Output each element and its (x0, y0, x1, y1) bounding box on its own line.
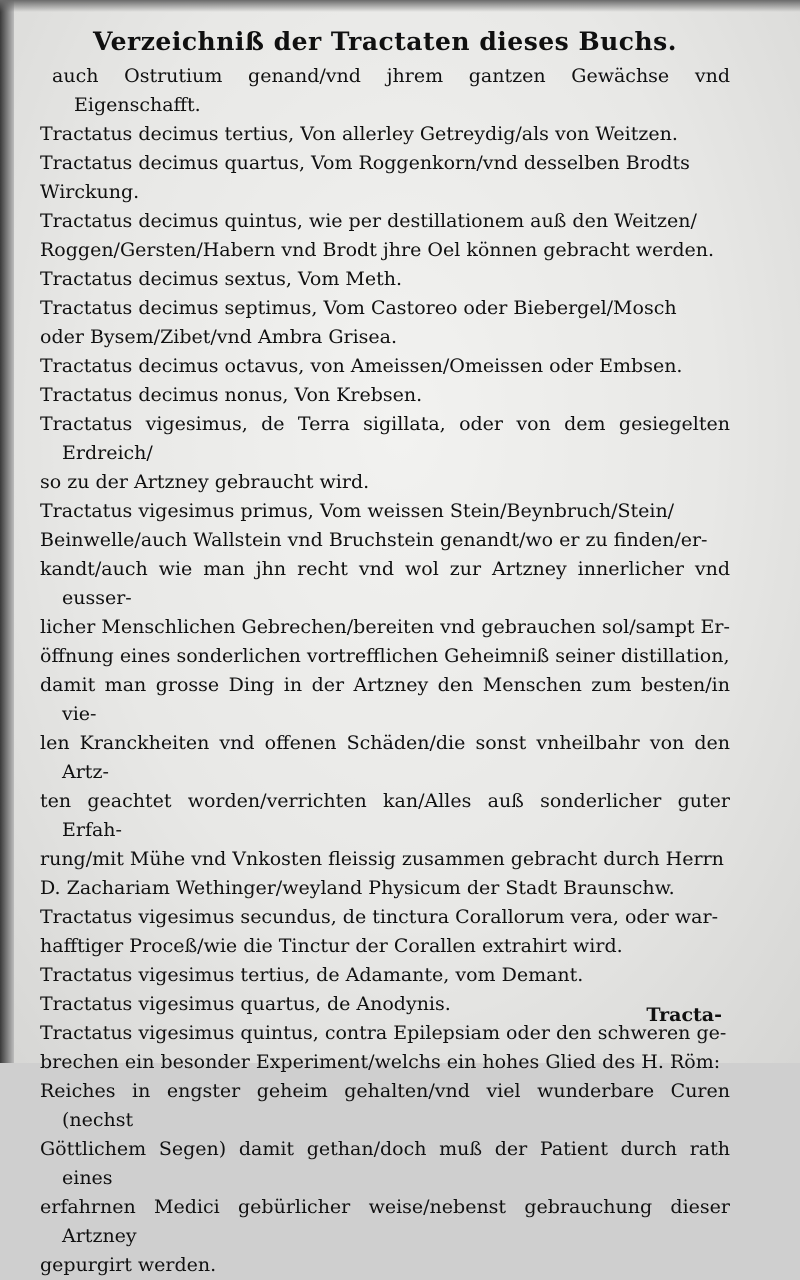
toc-entry (40, 207, 730, 265)
toc-entry-line: Göttlichem Segen) damit gethan/doch muß der Patient durch rath eines (40, 1138, 730, 1189)
toc-entry-line: licher Menschlichen Gebrechen/bereiten vnd gebrauchen sol/sampt Er- (40, 616, 730, 638)
toc-entry-line: D. Zachariam Wethinger/weyland Physicum der Stadt Braunschw. (40, 877, 675, 899)
toc-entry-line: öffnung eines sonderlichen vortrefflichen Geheimniß seiner distillation, (40, 645, 730, 667)
toc-entry (40, 1019, 730, 1280)
toc-entry (40, 352, 730, 381)
toc-entry-line: Tractatus vigesimus secundus, de tinctura Corallorum vera, oder war- (40, 906, 719, 928)
toc-entry-line: Tractatus vigesimus, de Terra sigillata, oder von dem gesiegelten Erdreich/ (40, 413, 730, 464)
page-top-shadow (0, 0, 800, 12)
toc-entry-line: Tractatus vigesimus quartus, de Anodynis. (40, 993, 451, 1015)
page-content (40, 26, 730, 1280)
toc-entry (40, 410, 730, 497)
toc-entry-line: kandt/auch wie man jhn recht vnd wol zur Artzney innerlicher vnd eusser- (40, 558, 730, 609)
toc-entry-line: Tractatus decimus quartus, Vom Roggenkorn/vnd desselben Brodts (40, 152, 690, 174)
toc-entry-line: Tractatus decimus sextus, Vom Meth. (40, 268, 403, 290)
table-of-contents (40, 62, 730, 1280)
toc-entry-line: Tractatus decimus octavus, von Ameissen/Omeissen oder Embsen. (40, 355, 683, 377)
toc-entry (40, 294, 730, 352)
toc-entry-line: Tractatus decimus nonus, Von Krebsen. (40, 384, 423, 406)
toc-entry (40, 62, 730, 120)
toc-entry-line: Tractatus vigesimus primus, Vom weissen Stein/Beynbruch/Stein/ (40, 500, 675, 522)
catchword: Tracta- (646, 1004, 722, 1026)
toc-entry-line: Tractatus vigesimus tertius, de Adamante, vom Demant. (40, 964, 584, 986)
toc-entry (40, 120, 730, 149)
toc-entry-line: rung/mit Mühe vnd Vnkosten fleissig zusammen gebracht durch Herrn (40, 848, 724, 870)
toc-entry (40, 265, 730, 294)
toc-entry (40, 961, 730, 990)
page-title: Verzeichniß der Tractaten dieses Buchs. (93, 27, 677, 56)
toc-entry-line: gepurgirt werden. (40, 1254, 217, 1276)
toc-entry-line: Reiches in engster geheim gehalten/vnd viel wunderbare Curen (nechst (40, 1080, 730, 1131)
toc-entry-line: Tractatus decimus tertius, Von allerley Getreydig/als von Weitzen. (40, 123, 678, 145)
toc-entry-line: auch Ostrutium genand/vnd jhrem gantzen Gewächse vnd Eigenschafft. (52, 65, 730, 116)
toc-entry-line: oder Bysem/Zibet/vnd Ambra Grisea. (40, 326, 398, 348)
toc-entry-line: Roggen/Gersten/Habern vnd Brodt jhre Oel können gebracht werden. (40, 239, 715, 261)
toc-entry (40, 497, 730, 903)
toc-entry (40, 381, 730, 410)
toc-entry-line: Tractatus vigesimus quintus, contra Epilepsiam oder den schweren ge- (40, 1022, 727, 1044)
toc-entry-line: hafftiger Proceß/wie die Tinctur der Corallen extrahirt wird. (40, 935, 623, 957)
toc-entry-line: Beinwelle/auch Wallstein vnd Bruchstein genandt/wo er zu finden/er- (40, 529, 708, 551)
toc-entry (40, 149, 730, 207)
toc-entry-line: damit man grosse Ding in der Artzney den Menschen zum besten/in vie- (40, 674, 730, 725)
toc-entry-line: Tractatus decimus septimus, Vom Castoreo oder Biebergel/Mosch (40, 297, 677, 319)
toc-entry-line: brechen ein besonder Experiment/welchs ein hohes Glied des H. Röm: (40, 1051, 721, 1073)
toc-entry-line: ten geachtet worden/verrichten kan/Alles auß sonderlicher guter Erfah- (40, 790, 730, 841)
toc-entry (40, 990, 730, 1019)
toc-entry-line: erfahrnen Medici gebürlicher weise/nebenst gebrauchung dieser Artzney (40, 1196, 730, 1247)
toc-entry (40, 903, 730, 961)
toc-entry-line: Tractatus decimus quintus, wie per destillationem auß den Weitzen/ (40, 210, 697, 232)
toc-entry-line: so zu der Artzney gebraucht wird. (40, 471, 370, 493)
toc-entry-line: len Kranckheiten vnd offenen Schäden/die sonst vnheilbahr von den Artz- (40, 732, 730, 783)
toc-entry-line: Wirckung. (40, 181, 140, 203)
page-gutter-shadow (0, 0, 14, 1063)
